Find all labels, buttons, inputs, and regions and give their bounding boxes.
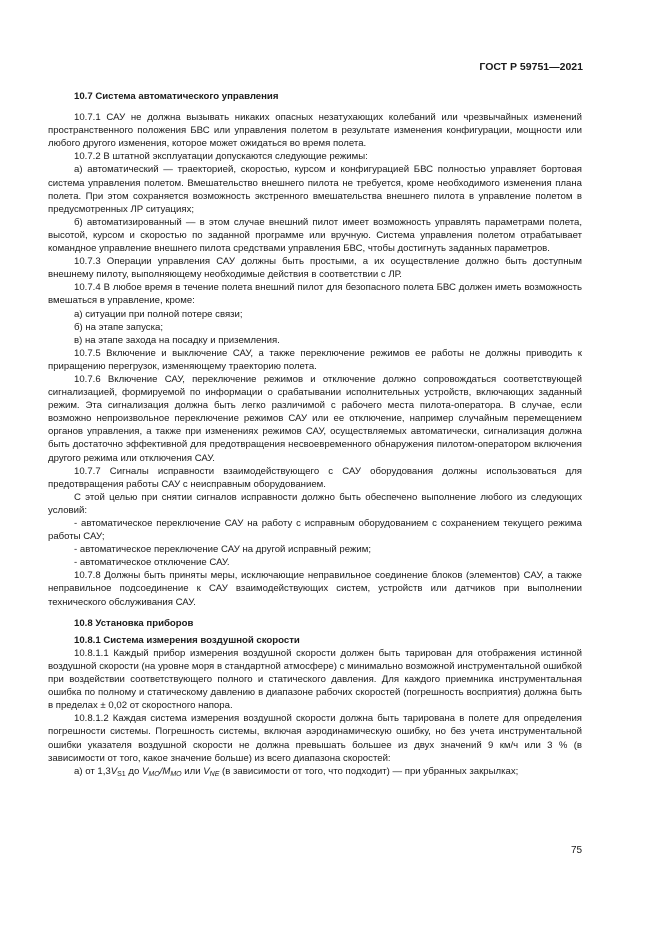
list-item-10-7-7-3: - автоматическое отключение САУ. xyxy=(74,557,230,569)
paragraph-10-7-7: 10.7.7 Сигналы исправности взаимодействующего с САУ оборудования должны использоваться для предотвращения работы САУ с неисправным оборудованием. xyxy=(48,465,582,490)
paragraph-10-8-1-2: 10.8.1.2 Каждая система измерения воздушной скорости должна быть тарирована в полете для определения погрешности системы. Погрешность системы, включая аэродинамическую ошибку, но без учета инструментальной ошибки указателя воздушной скорости не должна превышать большее из двух значений 9 км/ч или 3 % (в зависимости от того, какое значение больше) из всего диапазона скоростей: xyxy=(48,713,582,764)
section-heading-10-7: 10.7 Система автоматического управления xyxy=(74,91,279,102)
paragraph-10-7-4: 10.7.4 В любое время в течение полета внешний пилот для безопасного полета БВС должен иметь возможность вмешаться в управление, кроме: xyxy=(48,282,582,307)
standard-header: ГОСТ Р 59751—2021 xyxy=(479,61,583,73)
paragraph-10-7-8: 10.7.8 Должны быть приняты меры, исключающие неправильное соединение блоков (элементов) САУ, а также неправильное подсоединение к САУ взаимодействующих систем, устройств или датчиков при выполнении технического обслуживания САУ. xyxy=(48,570,582,608)
item-a-or: или xyxy=(181,765,204,777)
item-a-suffix: (в зависимости от того, что подходит) — при убранных закрылках; xyxy=(219,765,519,777)
item-a-connector: до xyxy=(125,765,142,777)
paragraph-10-8-1-1: 10.8.1.1 Каждый прибор измерения воздушной скорости должен быть тарирован для отображения истинной воздушной скорости (на уровне моря в стандартной атмосфере) с минимально возможной инструментальной ошибкой при воздействии соответствующего полного и статического давления. Для каждого приемника инструментальная ошибка по полному и статическому давлению в диапазоне рабочих скоростей (погрешность восприятия) должна быть в пределах ± 0,02 от скоростного напора. xyxy=(48,647,582,712)
page-number: 75 xyxy=(571,845,583,856)
s1-subscript: S1 xyxy=(117,770,126,778)
m-symbol: M xyxy=(162,765,171,777)
paragraph-10-7-7-condition: С этой целью при снятии сигналов исправности должно быть обеспечено выполнение любого из следующих условий: xyxy=(48,491,582,516)
list-item-10-7-4-c: в) на этапе захода на посадку и приземления. xyxy=(74,334,280,346)
vmo-symbol: V xyxy=(141,765,149,777)
item-a-prefix: а) от 1,3 xyxy=(74,765,111,777)
paragraph-10-7-3: 10.7.3 Операции управления САУ должны быть простыми, а их осуществление должно быть доступным внешнему пилоту, выполняющему необходимые действия в соответствии с ЛР. xyxy=(48,256,582,281)
subsection-heading-10-8-1: 10.8.1 Система измерения воздушной скорости xyxy=(74,634,300,646)
slash: / xyxy=(159,765,163,777)
paragraph-10-7-1: 10.7.1 САУ не должна вызывать никаких опасных незатухающих колебаний или чрезвычайных изменений пространственного положения БВС или управления полетом в результате изменения конфигурации, мощности или любого другого изменения, которое может ожидаться во время полета. xyxy=(48,112,582,150)
vne-symbol: V xyxy=(203,765,210,777)
list-item-10-7-4-a: а) ситуации при полной потере связи; xyxy=(74,308,243,320)
list-item-10-7-7-2: - автоматическое переключение САУ на другой исправный режим; xyxy=(74,544,371,556)
paragraph-10-7-2: 10.7.2 В штатной эксплуатации допускаются следующие режимы: xyxy=(74,151,368,163)
list-item-10-7-7-1: - автоматическое переключение САУ на работу с исправным оборудованием с сохранением текущего режима работы САУ; xyxy=(48,518,582,543)
document-body xyxy=(48,90,582,778)
list-item-10-7-4-b: б) на этапе запуска; xyxy=(74,321,163,333)
section-heading-10-8: 10.8 Установка приборов xyxy=(74,617,194,629)
v-symbol: V xyxy=(110,765,118,777)
list-item-10-8-1-2-a xyxy=(48,765,582,778)
paragraph-10-7-6: 10.7.6 Включение САУ, переключение режимов и отключение должно сопровождаться соответствующей сигнализацией, формируемой по информации о срабатывании исполнительных устройств, включающих заданный режим. Эта сигнализация должна быть легко различимой с рабочего места пилота-оператора. В случае, если возможно непроизвольное переключение режимов САУ или ее отключение, например случайным перемещением органов управления, а также при изменениях режимов САУ, осуществляемых автоматически, сигнализация должна быть достаточно эффективной для предотвращения несвоевременного обнаружения пилотом-оператором включения другого режима или отключения САУ. xyxy=(48,373,582,464)
mo-subscript: MO xyxy=(148,770,160,778)
ne-subscript: NE xyxy=(209,770,220,778)
list-item-10-7-2-b: б) автоматизированный — в этом случае внешний пилот имеет возможность управлять параметрами полета, высотой, курсом и скоростью по заданной программе или вручную. Система управления полетом отрабатывает командное управление внешнего пилота средствами управления БВС, чтобы достигнуть заданных параметров. xyxy=(48,216,582,255)
paragraph-10-7-5: 10.7.5 Включение и выключение САУ, а также переключение режимов ее работы не должны приводить к приращению перегрузок, изменяющему траекторию полета. xyxy=(48,347,582,372)
mo-subscript-2: MO xyxy=(170,770,182,778)
list-item-10-7-2-a: а) автоматический — траекторией, скоростью, курсом и конфигурацией БВС полностью управляет бортовая система управления полетом. Вмешательство внешнего пилота не требуется, кроме необходимого изменения плана полета. При этом сохраняется возможность экстренного вмешательства внешнего пилота в управление полетом в предусмотренных ЛР ситуациях; xyxy=(48,164,582,215)
